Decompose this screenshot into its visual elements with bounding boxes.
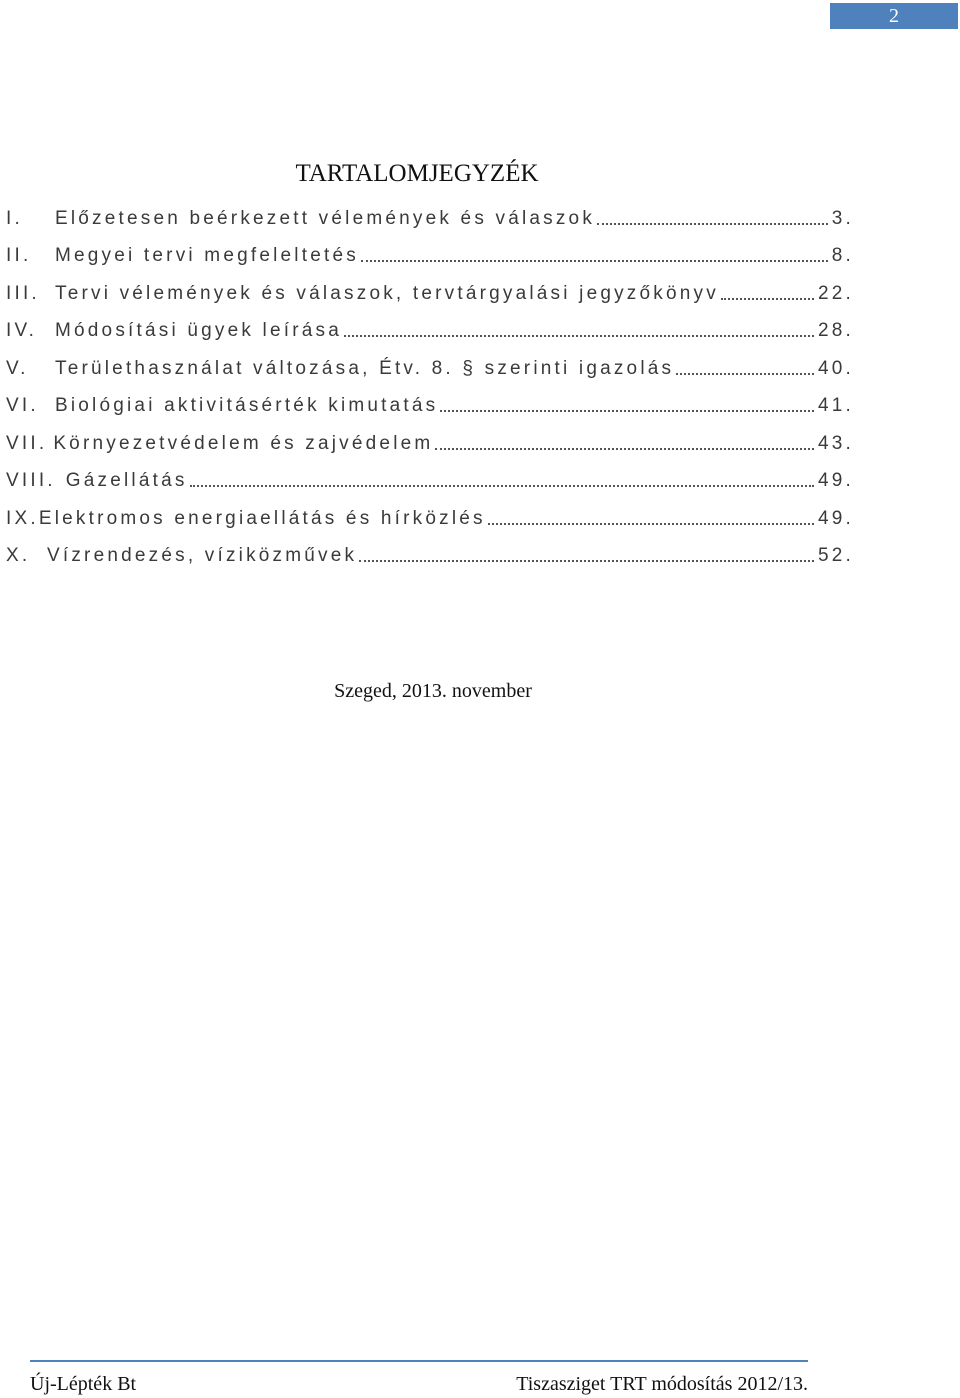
toc-dot-leader — [597, 208, 828, 230]
toc-entry-number: VII. — [6, 432, 48, 454]
toc-entry-4[interactable] — [6, 313, 854, 351]
toc-entry-number: III. — [6, 282, 40, 304]
toc-entry-7[interactable] — [6, 425, 854, 463]
toc-entry-text: Módosítási ügyek leírása — [55, 320, 342, 342]
toc-entry-text: Elektromos energiaellátás és hírközlés — [38, 507, 486, 529]
toc-entry-text: Területhasználat változása, Étv. 8. § szerinti igazolás — [55, 357, 675, 379]
toc-entry-number: VI. — [6, 395, 39, 417]
toc-entry-text: Előzetesen beérkezett vélemények és válaszok — [55, 207, 596, 229]
toc-entry-8[interactable] — [6, 463, 854, 501]
toc-entry-1[interactable] — [6, 200, 854, 238]
toc-entry-number: IX. — [6, 507, 39, 529]
toc-dot-leader — [676, 358, 814, 380]
toc-dot-leader — [359, 545, 814, 567]
table-of-contents — [6, 200, 854, 575]
toc-entry-page: 41. — [817, 395, 854, 417]
toc-entry-page: 3. — [831, 207, 854, 229]
toc-dot-leader — [488, 508, 814, 530]
toc-title: TARTALOMJEGYZÉK — [295, 160, 539, 187]
toc-entry-page: 22. — [817, 282, 854, 304]
toc-entry-page: 49. — [817, 470, 854, 492]
toc-entry-page: 52. — [817, 545, 854, 567]
toc-entry-10[interactable] — [6, 538, 854, 576]
toc-entry-number: II. — [6, 245, 32, 267]
toc-entry-number: V. — [6, 357, 29, 379]
toc-dot-leader — [721, 283, 814, 305]
toc-dot-leader — [440, 395, 814, 417]
footer-document-title: Tiszasziget TRT módosítás 2012/13. — [516, 1373, 808, 1395]
toc-dot-leader — [435, 433, 814, 455]
toc-entry-text: Tervi vélemények és válaszok, tervtárgyalási jegyzőkönyv — [55, 282, 719, 304]
toc-entry-text: Biológiai aktivitásérték kimutatás — [55, 395, 439, 417]
toc-entry-text: Környezetvédelem és zajvédelem — [53, 432, 434, 454]
toc-entry-number: I. — [6, 207, 23, 229]
toc-entry-text: Gázellátás — [65, 470, 188, 492]
toc-entry-page: 49. — [817, 507, 854, 529]
toc-entry-page: 28. — [817, 320, 854, 342]
toc-dot-leader — [344, 320, 814, 342]
toc-entry-number: IV. — [6, 320, 38, 342]
footer-company: Új-Lépték Bt — [30, 1373, 137, 1395]
page-number-badge: 2 — [830, 3, 958, 29]
toc-dot-leader — [361, 245, 828, 267]
toc-entry-text: Megyei tervi megfeleltetés — [55, 245, 359, 267]
place-and-date: Szeged, 2013. november — [334, 680, 532, 702]
toc-entry-2[interactable] — [6, 238, 854, 276]
toc-entry-3[interactable] — [6, 275, 854, 313]
toc-entry-9[interactable] — [6, 500, 854, 538]
toc-entry-page: 40. — [817, 357, 854, 379]
toc-entry-number: X. — [6, 545, 31, 567]
toc-entry-text: Vízrendezés, víziközművek — [47, 545, 358, 567]
toc-entry-6[interactable] — [6, 388, 854, 426]
toc-entry-page: 43. — [817, 432, 854, 454]
toc-entry-5[interactable] — [6, 350, 854, 388]
toc-entry-number: VIII. — [6, 470, 56, 492]
toc-entry-page: 8. — [831, 245, 854, 267]
toc-dot-leader — [190, 470, 814, 492]
footer-divider — [30, 1360, 808, 1362]
